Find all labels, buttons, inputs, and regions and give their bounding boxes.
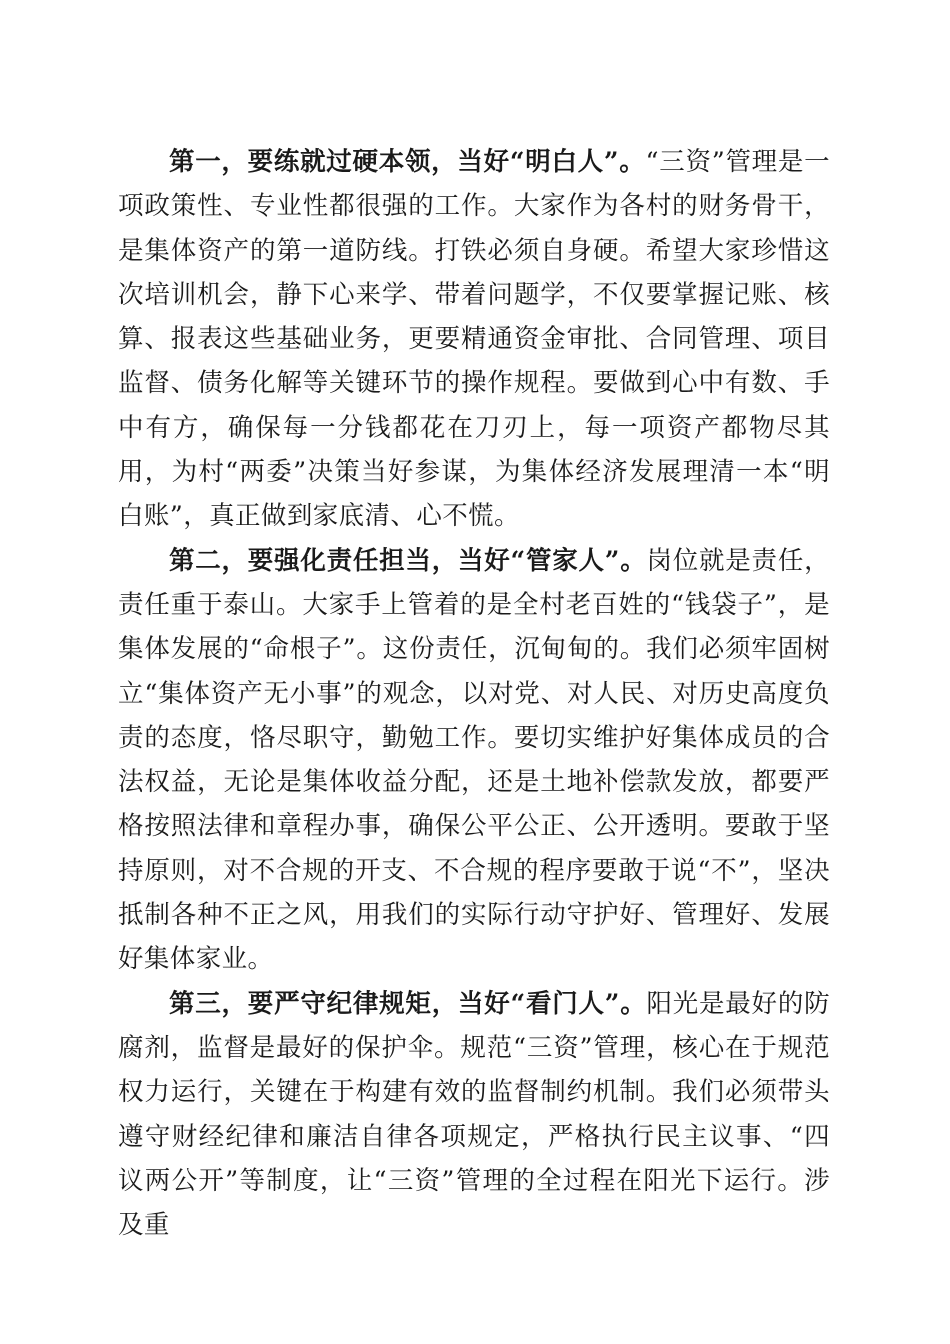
paragraph-2 [118,539,830,982]
paragraph-2-body: 岗位就是责任，责任重于泰山。大家手上管着的是全村老百姓的“钱袋子”，是集体发展的“命根子”。这份责任，沉甸甸的。我们必须牢固树立“集体资产无小事”的观念，以对党、对人民、对历史高度负责的态度，恪尽职守，勤勉工作。要切实维护好集体成员的合法权益，无论是集体收益分配，还是土地补偿款发放，都要严格按照法律和章程办事，确保公平公正、公开透明。要敢于坚持原则，对不合规的开支、不合规的程序要敢于说“不”，坚决抵制各种不正之风，用我们的实际行动守护好、管理好、发展好集体家业。 [118,545,830,975]
paragraph-3-lead: 第三，要严守纪律规矩，当好“看门人”。 [169,988,647,1019]
document-body [118,140,830,1247]
paragraph-3 [118,982,830,1248]
paragraph-1-body: “三资”管理是一项政策性、专业性都很强的工作。大家作为各村的财务骨干，是集体资产的第一道防线。打铁必须自身硬。希望大家珍惜这次培训机会，静下心来学、带着问题学，不仅要掌握记账、核算、报表这些基础业务，更要精通资金审批、合同管理、项目监督、债务化解等关键环节的操作规程。要做到心中有数、手中有方，确保每一分钱都花在刀刃上，每一项资产都物尽其用，为村“两委”决策当好参谋，为集体经济发展理清一本“明白账”，真正做到家底清、心不慌。 [118,147,831,532]
paragraph-2-lead: 第二，要强化责任担当，当好“管家人”。 [169,545,647,576]
paragraph-1 [118,140,830,539]
paragraph-1-lead: 第一，要练就过硬本领，当好“明白人”。 [169,147,646,177]
paragraph-3-body: 阳光是最好的防腐剂，监督是最好的保护伞。规范“三资”管理，核心在于规范权力运行，关键在于构建有效的监督制约机制。我们必须带头遵守财经纪律和廉洁自律各项规定，严格执行民主议事、“四议两公开”等制度，让“三资”管理的全过程在阳光下运行。涉及重 [118,988,830,1241]
